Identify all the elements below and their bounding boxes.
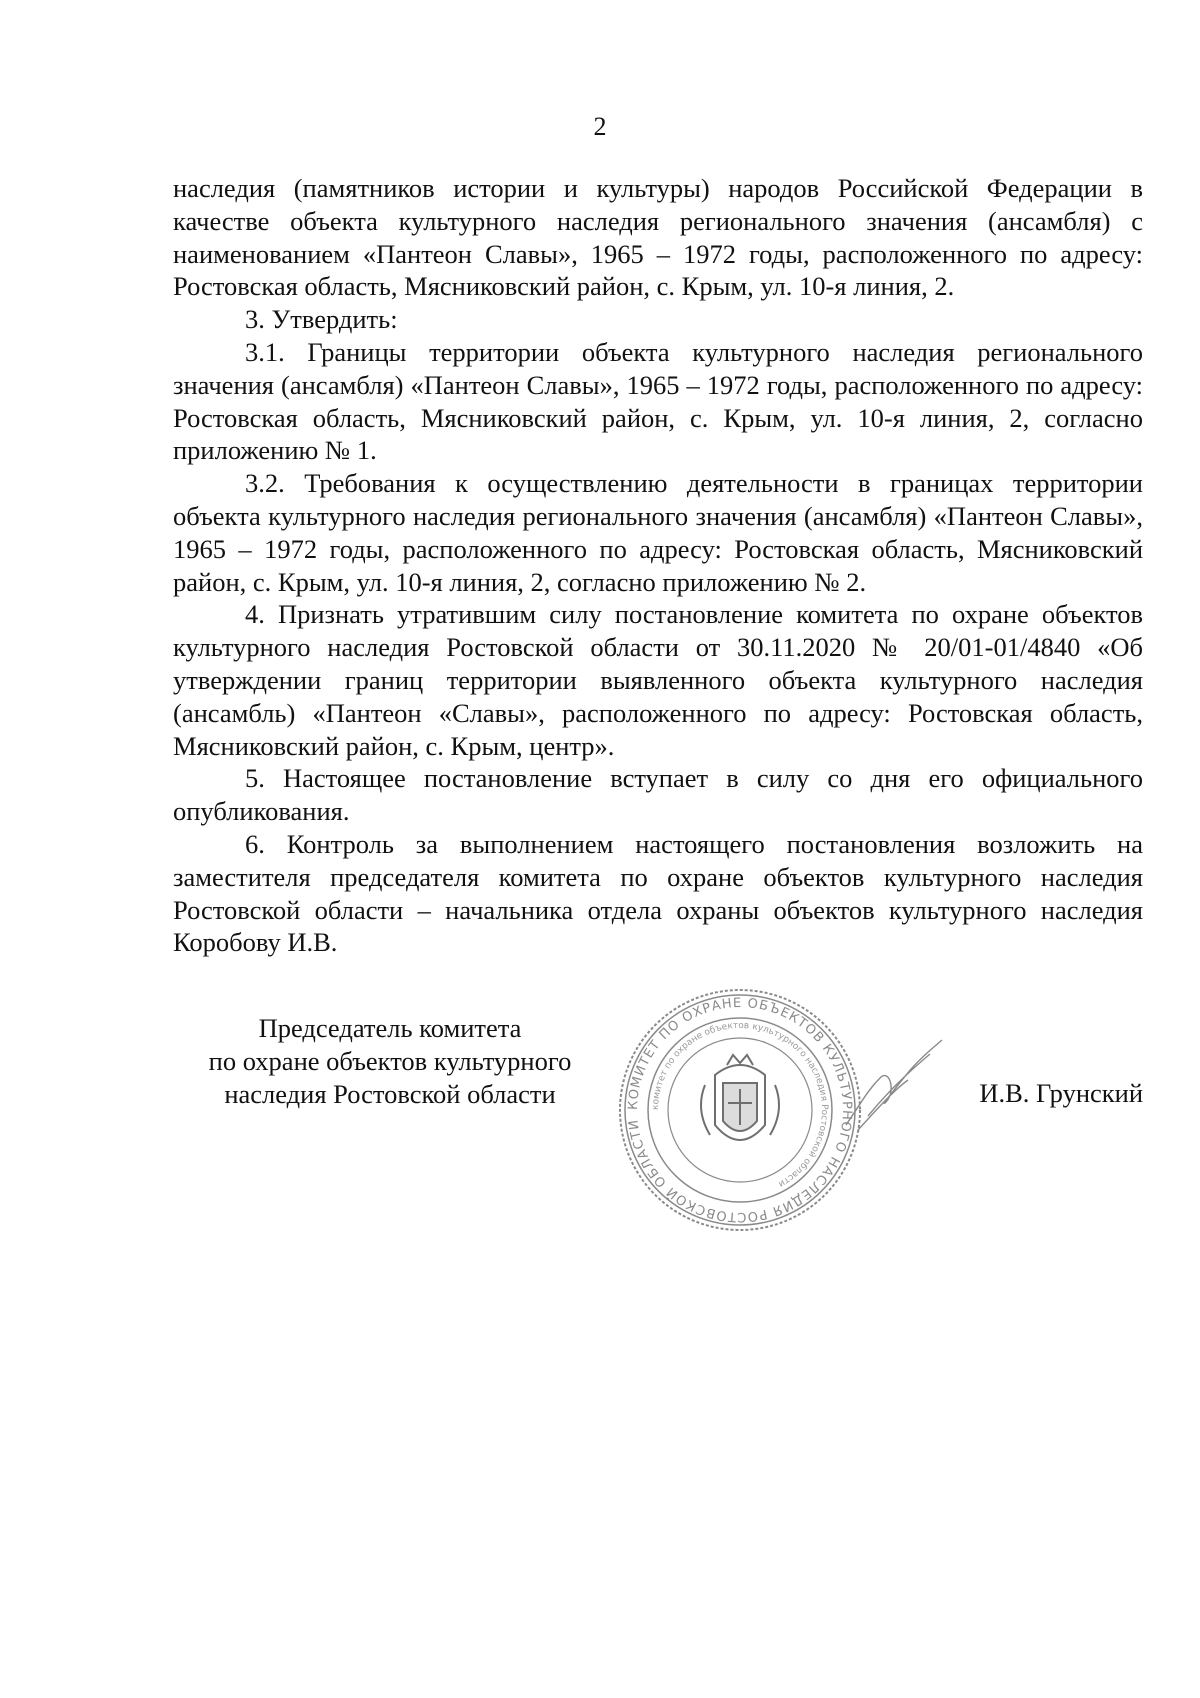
paragraph-item-5: 5. Настоящее постановление вступает в силу со дня его официального опубликования. bbox=[173, 763, 1143, 827]
signatory-name: И.В. Грунский bbox=[979, 1078, 1143, 1108]
paragraph-item-4: 4. Признать утратившим силу постановление комитета по охране объектов культурного наследия Ростовской области от 30.11.2020 № 20/01-01/4840 «Об утверждении границ территории выявленного объекта культурного наследия (ансамбль) «Пантеон «Славы», расположенного по адресу: Ростовская область, Мясниковский район, с. Крым, центр». bbox=[173, 599, 1143, 761]
seal-outer-text: КОМИТЕТ ПО ОХРАНЕ ОБЪЕКТОВ КУЛЬТУРНОГО НАСЛЕДИЯ РОСТОВСКОЙ ОБЛАСТИ bbox=[625, 995, 855, 1225]
paragraph-item-3-2: 3.2. Требования к осуществлению деятельности в границах территории объекта культурного наследия регионального значения (ансамбля) «Пантеон Славы», 1965 – 1972 годы, расположенного по адресу: Ростовская область, Мясниковский район, с. Крым, ул. 10-я линия, 2, согласно приложению № 2. bbox=[173, 468, 1143, 597]
seal-inner-text: комитет по охране объектов культурного наследия Ростовской области bbox=[650, 1020, 830, 1189]
paragraph-item-3-1: 3.1. Границы территории объекта культурного наследия регионального значения (ансамбля) «Пантеон Славы», 1965 – 1972 годы, расположенного по адресу: Ростовская область, Мясниковский район, с. Крым, ул. 10-я линия, 2, согласно приложению № 1. bbox=[173, 336, 1143, 466]
coat-of-arms-icon bbox=[701, 1055, 779, 1140]
official-seal bbox=[615, 985, 865, 1235]
signatory-position-line: по охране объектов культурного bbox=[208, 1045, 572, 1076]
paragraph-item-6: 6. Контроль за выполнением настоящего постановления возложить на заместителя председателя комитета по охране объектов культурного наследия Ростовской области – начальника отдела охраны объектов культурного наследия Коробову И.В. bbox=[173, 828, 1143, 958]
page-number: 2 bbox=[593, 112, 607, 141]
paragraph-continuation: наследия (памятников истории и культуры) народов Российской Федерации в качестве объекта культурного наследия регионального значения (ансамбля) с наименованием «Пантеон Славы», 1965 – 1972 годы, расположенного по адресу: Ростовская область, Мясниковский район, с. Крым, ул. 10-я линия, 2. bbox=[173, 173, 1143, 302]
signatory-position bbox=[160, 1012, 620, 1110]
handwritten-signature bbox=[838, 1030, 948, 1140]
signatory-position-line: Председатель комитета bbox=[258, 1013, 522, 1043]
signatory-position-line: наследия Ростовской области bbox=[224, 1078, 556, 1109]
paragraph-item-3: 3. Утвердить: bbox=[245, 304, 398, 335]
document-body bbox=[173, 172, 1143, 959]
